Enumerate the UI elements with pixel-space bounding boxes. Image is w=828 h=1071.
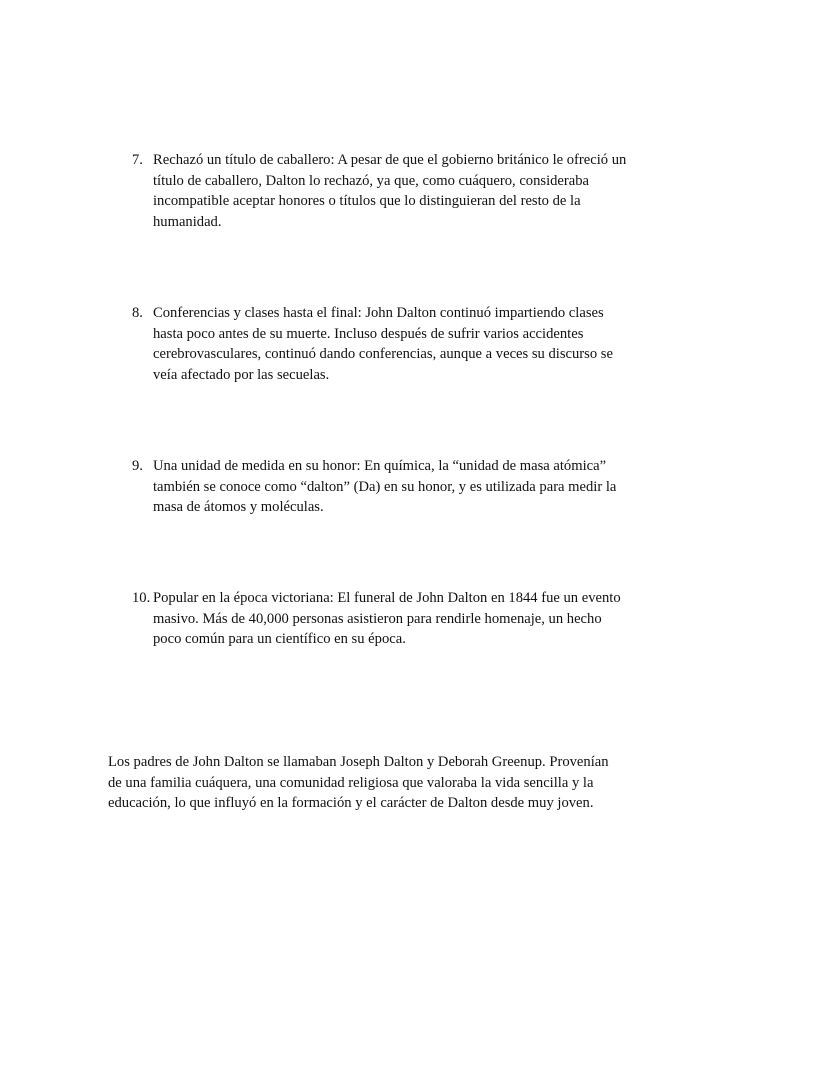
text-line: cerebrovasculares, continuó dando conferencias, aunque a veces su discurso se — [153, 346, 613, 363]
list-number: 7. — [132, 152, 143, 168]
text-line: masa de átomos y moléculas. — [153, 499, 324, 516]
text-line: poco común para un científico en su época. — [153, 631, 406, 648]
text-line: humanidad. — [153, 214, 222, 231]
list-item-10 — [132, 588, 621, 650]
list-item-7 — [132, 150, 626, 233]
text-line: de una familia cuáquera, una comunidad religiosa que valoraba la vida sencilla y la — [108, 774, 594, 791]
text-line: hasta poco antes de su muerte. Incluso después de sufrir varios accidentes — [153, 325, 584, 342]
text-line: Popular en la época victoriana: El funeral de John Dalton en 1844 fue un evento — [153, 590, 621, 606]
text-line: Los padres de John Dalton se llamaban Joseph Dalton y Deborah Greenup. Provenían — [108, 754, 609, 770]
text-line: veía afectado por las secuelas. — [153, 367, 330, 384]
text-line: incompatible aceptar honores o títulos que lo distinguieran del resto de la — [153, 193, 581, 210]
list-item-9 — [132, 456, 616, 518]
text-line: también se conoce como “dalton” (Da) en su honor, y es utilizada para medir la — [153, 478, 617, 495]
text-line: título de caballero, Dalton lo rechazó, ya que, como cuáquero, consideraba — [153, 172, 590, 189]
body-paragraph — [108, 752, 609, 814]
list-item-8 — [132, 303, 613, 386]
text-line: Una unidad de medida en su honor: En química, la “unidad de masa atómica” — [153, 458, 607, 474]
text-line: Conferencias y clases hasta el final: John Dalton continuó impartiendo clases — [153, 305, 604, 321]
list-number: 9. — [132, 458, 143, 474]
text-line: masivo. Más de 40,000 personas asistieron para rendirle homenaje, un hecho — [153, 610, 602, 627]
text-line: Rechazó un título de caballero: A pesar de que el gobierno británico le ofreció un — [153, 152, 627, 168]
text-line: educación, lo que influyó en la formación y el carácter de Dalton desde muy joven. — [108, 795, 594, 812]
list-number: 10. — [132, 590, 151, 606]
list-number: 8. — [132, 305, 143, 321]
